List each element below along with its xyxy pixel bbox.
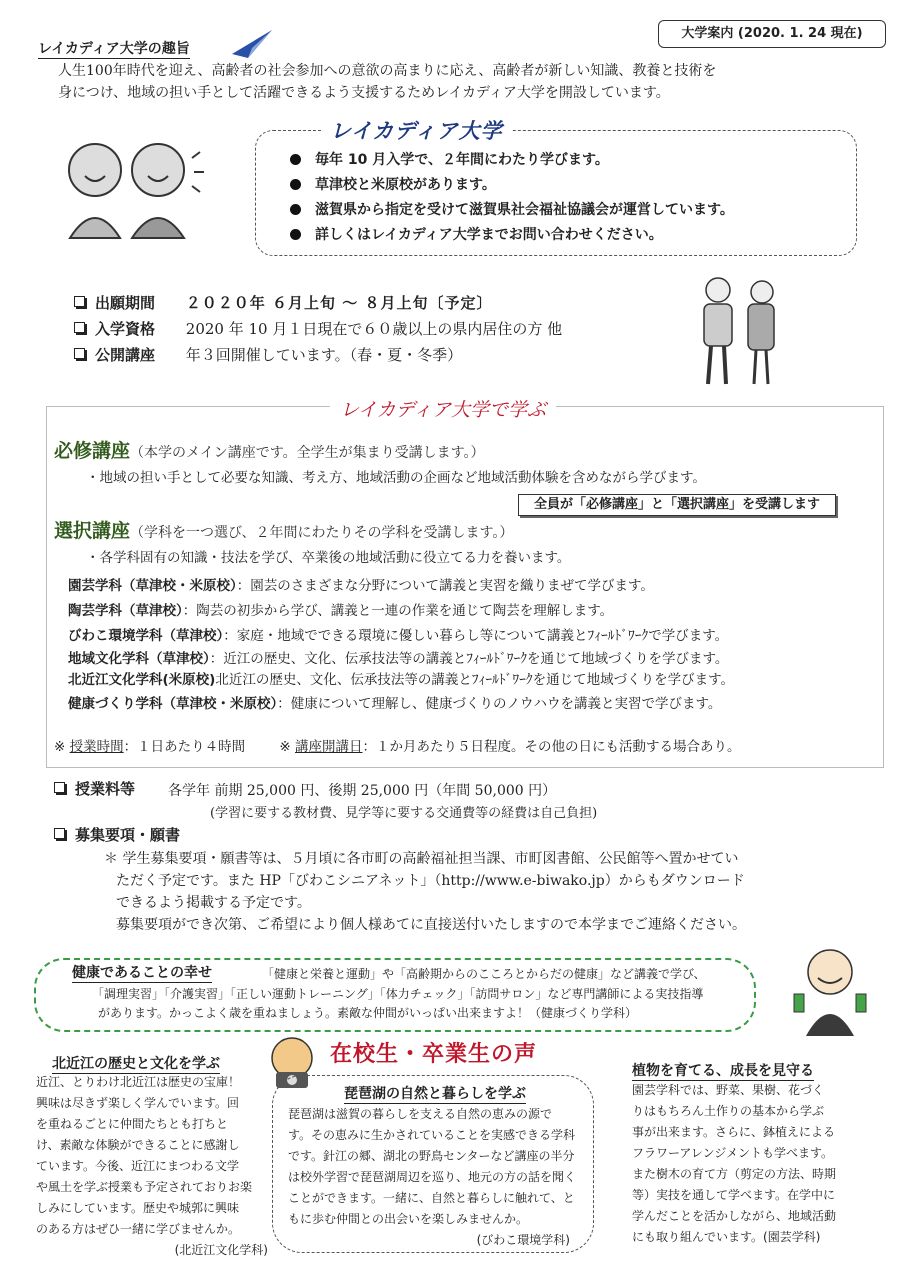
fees-note: (学習に要する教材費、見学等に要する交通費等の経費は自己負担)	[210, 806, 598, 821]
bullet-dot-icon	[290, 229, 301, 240]
schedule-notes: ※ 授業時間：１日あたり４時間 ※ 講座開講日：１か月あたり５日程度。その他の日にも活動する場合あり。	[54, 739, 741, 755]
aim-text-line2: 身につけ、地域の担い手として活躍できるよう支援するためレイカディア大学を開設しています。	[58, 85, 670, 101]
fees-value: 各学年 前期 25,000 円、後期 25,000 円（年間 50,000 円）	[168, 783, 557, 799]
bullet-dot-icon	[290, 154, 301, 165]
bullet-dot-icon	[290, 204, 301, 215]
fees-heading: 授業料等	[54, 778, 135, 799]
voices-title: 在校生・卒業生の声	[330, 1042, 538, 1067]
health-title: 健康であることの幸せ	[72, 962, 212, 983]
voice-right-title: 植物を育てる、成長を見守る	[632, 1060, 814, 1081]
qualification-row: 入学資格 2020 年 10 月１日現在で６０歳以上の県内居住の方 他	[74, 318, 562, 339]
voice-left-title: 北近江の歴史と文化を学ぶ	[52, 1053, 220, 1074]
checkbox-icon	[54, 828, 65, 839]
required-course-heading: 必修講座（本学のメイン講座です。全学生が集まり受講します。）	[54, 440, 485, 462]
voice-middle-text: 琵琶湖は滋賀の暮らしを支える自然の恵みの源で す。その恵みに生かされていることを実感できる学科 です。針江の郷、湖北の野鳥センターなど講座の半分 は校外学習で琵琶湖周辺を巡り、地元の方の話を聞く ことができます。一緒に、自然と暮らしに触れて、と もに歩む仲間との出会いを楽しみませんか。 (びわこ環境学科)	[288, 1107, 577, 1247]
elective-course-heading: 選択講座（学科を一つ選び、２年間にわたりその学科を受講します。）	[54, 520, 514, 542]
voice-left-text: 近江、とりわけ北近江は歴史の宝庫！ 興味は尽きず楽しく学んでいます。回 を重ねるごとに仲間たちとも打ちと け、素敵な体験ができることに感謝し ています。今後、近江にまつわる文学 や風土を学ぶ授業も予定されておりお楽 しみにしています。歴史や城郭に興味 のある方はぜひ一緒に学びませんか。 (北近江文化学科)	[36, 1075, 268, 1257]
info-box-title: レイカディア大学	[322, 115, 511, 145]
info-item: 詳しくはレイカディア大学までお問い合わせください。	[290, 224, 663, 244]
exercising-man-illustration	[780, 940, 880, 1040]
department-item: 健康づくり学科（草津校・米原校）：健康について理解し、健康づくりのノウハウを講義と実習で学びます。	[68, 696, 722, 712]
bullet-dot-icon	[290, 179, 301, 190]
elderly-couple-illustration	[50, 128, 210, 248]
checkbox-icon	[74, 348, 85, 359]
info-item: 毎年 10 月入学で、２年間にわたり学びます。	[290, 149, 609, 169]
learn-section-title: レイカディア大学で学ぶ	[330, 395, 556, 422]
department-item: びわこ環境学科（草津校）：家庭・地域でできる環境に優しい暮らし等について講義とﾌｨｰﾙﾄﾞﾜｰｸで学びます。	[68, 628, 729, 644]
department-item: 陶芸学科（草津校）：陶芸の初歩から学び、講義と一連の作業を通じて陶芸を理解します。	[68, 603, 614, 619]
both-courses-tag: 全員が「必修講座」と「選択講座」を受講します	[518, 494, 836, 516]
aim-title: レイカディア大学の趣旨	[38, 38, 190, 59]
department-item: 地域文化学科（草津校）：近江の歴史、文化、伝承技法等の講義とﾌｨｰﾙﾄﾞﾜｰｸを通じて地域づくりを学びます。	[68, 651, 729, 667]
required-course-bullet: ・地域の担い手として必要な知識、考え方、地域活動の企画など地域活動体験を含めながら学びます。	[86, 470, 706, 486]
elective-course-bullet: ・各学科固有の知識・技法を学び、卒業後の地域活動に役立てる力を養います。	[86, 550, 571, 566]
health-line: があります。かっこよく歳を重ねましょう。素敵な仲間がいっぱい出来ますよ！（健康づくり学科）	[98, 1006, 638, 1020]
walking-couple-illustration	[686, 272, 796, 390]
recruitment-line: ＊ 学生募集要項・願書等は、５月頃に各市町の高齢福祉担当課、市町図書館、公民館等へ置かせてい	[104, 851, 739, 867]
voice-middle-title: 琵琶湖の自然と暮らしを学ぶ	[344, 1083, 526, 1104]
date-badge: 大学案内 (2020. 1. 24 現在)	[658, 20, 886, 48]
aim-text-line1: 人生100年時代を迎え、高齢者の社会参加への意欲の高まりに応え、高齢者が新しい知識、教養と技術を	[58, 63, 717, 79]
checkbox-icon	[54, 782, 65, 793]
recruitment-line: 募集要項ができ次第、ご希望により個人様あてに直接送付いたしますので本学までご連絡ください。	[116, 917, 746, 933]
application-period-row: 出願期間 ２０２０年 ６月上旬 ～ ８月上旬〔予定〕	[74, 292, 492, 313]
paper-plane-icon	[230, 28, 274, 60]
info-item: 草津校と米原校があります。	[290, 174, 496, 194]
recruitment-line: できるよう掲載する予定です。	[116, 895, 311, 911]
recruitment-heading: 募集要項・願書	[54, 824, 180, 845]
checkbox-icon	[74, 296, 85, 307]
department-item: 園芸学科（草津校・米原校）：園芸のさまざまな分野について講義と実習を織りまぜて学びます。	[68, 578, 654, 594]
info-item: 滋賀県から指定を受けて滋賀県社会福祉協議会が運営しています。	[290, 199, 734, 219]
health-line: 「調理実習」「介護実習」「正しい運動トレーニング」「体力チェック」「訪問サロン」など専門講師による実技指導	[92, 987, 704, 1001]
checkbox-icon	[74, 322, 85, 333]
department-item: 北近江文化学科(米原校)北近江の歴史、文化、伝承技法等の講義とﾌｨｰﾙﾄﾞﾜｰｸを通じて地域づくりを学びます。	[68, 672, 735, 688]
recruitment-line: ただく予定です。また HP「びわこシニアネット」（http://www.e-biwako.jp）からもダウンロード	[116, 873, 745, 889]
voice-right-text: 園芸学科では、野菜、果樹、花づく りはもちろん土作りの基本から学ぶ 事が出来ます。さらに、鉢植えによる フラワーアレンジメントも学べます。 また樹木の育て方（剪定の方法、時期 等）実技を通して学べます。在学中に 学んだことを活かしながら、地域活動 にも取り組んでいます。(園芸学科)	[632, 1083, 837, 1244]
health-line: 「健康と栄養と運動」や「高齢期からのこころとからだの健康」など講義で学び、	[262, 967, 706, 981]
open-lecture-row: 公開講座 年３回開催しています。（春・夏・冬季）	[74, 344, 462, 365]
